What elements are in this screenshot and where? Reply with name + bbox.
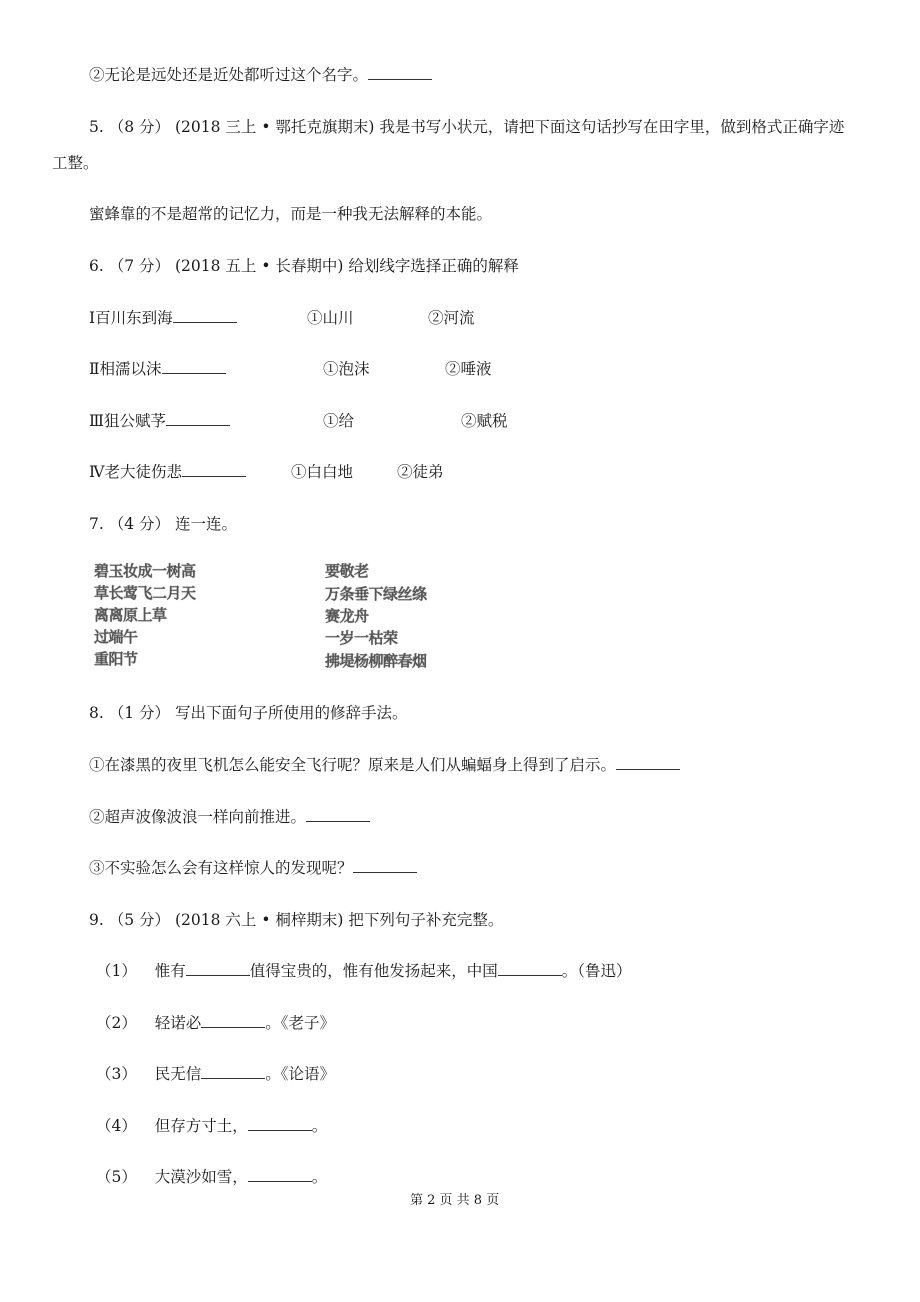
answer-blank[interactable]: [616, 755, 680, 770]
q6-row-2-opt2: ②唾液: [445, 360, 492, 378]
answer-blank[interactable]: [248, 1116, 312, 1131]
q5-header: [89, 117, 844, 137]
q7-score: （4 分）: [108, 515, 171, 533]
q7-header: [89, 514, 237, 534]
answer-blank[interactable]: [201, 1064, 265, 1079]
match-right-1[interactable]: 要敬老: [325, 562, 369, 580]
item-number: （4）: [96, 1117, 137, 1135]
answer-blank[interactable]: [182, 462, 246, 477]
answer-blank[interactable]: [248, 1167, 312, 1182]
q9-header: [89, 910, 503, 930]
q6-row-2-opt1: ①泡沫: [323, 360, 370, 378]
q9-source: (2018 六上 • 桐梓期末): [174, 911, 344, 929]
q9-item-5: （5） 大漠沙如雪， 。: [96, 1168, 328, 1186]
q5-sentence: 蜜蜂靠的不是超常的记忆力，而是一种我无法解释的本能。: [89, 205, 493, 223]
q9-item-4: （4） 但存方寸土， 。: [96, 1117, 328, 1135]
q8-prompt: 写出下面句子所使用的修辞手法。: [174, 704, 408, 722]
match-right-5[interactable]: 拂堤杨柳醉春烟: [325, 652, 427, 670]
q6-score: （7 分）: [108, 257, 171, 275]
q6-row-label: Ⅳ老大徒伤悲: [89, 463, 182, 481]
q9-score: （5 分）: [108, 911, 171, 929]
answer-blank[interactable]: [166, 411, 230, 426]
q9-number: 9.: [89, 911, 104, 929]
match-left-4[interactable]: 过端午: [94, 628, 138, 646]
q9-item-2: （2） 轻诺必 。《老子》: [96, 1014, 336, 1032]
q8-item-3: ③不实验怎么会有这样惊人的发现呢？: [89, 858, 417, 878]
q8-number: 8.: [89, 704, 104, 722]
q6-row-4-opt1: ①白白地: [291, 463, 354, 481]
q9-prompt: 把下列句子补充完整。: [348, 911, 504, 929]
q6-row-3: [89, 411, 230, 431]
q6-prompt: 给划线字选择正确的解释: [348, 257, 519, 275]
q6-row-1-opt1: ①山川: [307, 309, 354, 327]
q6-row-label: Ⅲ狙公赋芧: [89, 412, 166, 430]
match-right-4[interactable]: 一岁一枯荣: [325, 629, 398, 647]
match-left-5[interactable]: 重阳节: [94, 650, 138, 668]
q6-header: [89, 256, 519, 276]
q5-score: （8 分）: [108, 118, 171, 136]
item-number: （2）: [96, 1014, 137, 1032]
q8-header: [89, 703, 407, 723]
q9-item-1: （1） 惟有 值得宝贵的，惟有他发扬起来，中国 。（鲁迅）: [96, 962, 632, 980]
q6-row-4-opt2: ②徒弟: [397, 463, 444, 481]
answer-blank[interactable]: [162, 359, 226, 374]
match-right-3[interactable]: 赛龙舟: [325, 607, 369, 625]
match-left-3[interactable]: 离离原上草: [94, 606, 167, 624]
q5-number: 5.: [89, 118, 104, 136]
answer-blank[interactable]: [368, 65, 432, 80]
q7-prompt: 连一连。: [174, 515, 237, 533]
match-left-1[interactable]: 碧玉妆成一树高: [94, 562, 196, 580]
item-number: （1）: [96, 962, 137, 980]
q5-prompt: 我是书写小状元，请把下面这句话抄写在田字里，做到格式正确字迹: [379, 118, 845, 136]
q4-item-2: ②无论是远处还是近处都听过这个名字。: [89, 65, 432, 85]
answer-blank[interactable]: [173, 308, 237, 323]
q6-row-1-opt2: ②河流: [428, 309, 475, 327]
q7-number: 7.: [89, 515, 104, 533]
answer-blank[interactable]: [498, 961, 562, 976]
match-right-2[interactable]: 万条垂下绿丝绦: [325, 585, 427, 603]
item-number: （3）: [96, 1065, 137, 1083]
q6-source: (2018 五上 • 长春期中): [174, 257, 344, 275]
q6-row-label: Ⅱ相濡以沫: [89, 360, 162, 378]
answer-blank[interactable]: [186, 961, 250, 976]
q6-row-4: [89, 462, 246, 482]
answer-blank[interactable]: [306, 807, 370, 822]
q6-row-label: Ⅰ百川东到海: [89, 309, 173, 327]
q6-row-3-opt1: ①给: [323, 412, 355, 430]
q8-item-2: ②超声波像波浪一样向前推进。: [89, 807, 370, 827]
q5-source: (2018 三上 • 鄂托克旗期末): [174, 118, 375, 136]
q6-row-3-opt2: ②赋税: [461, 412, 508, 430]
q6-row-1: [89, 308, 237, 328]
q8-score: （1 分）: [108, 704, 171, 722]
page-footer: 第 2 页 共 8 页: [410, 1193, 500, 1208]
q5-prompt-cont: 工整。: [52, 154, 99, 172]
match-left-2[interactable]: 草长莺飞二月天: [94, 584, 196, 602]
q8-item-1: ①在漆黑的夜里飞机怎么能安全飞行呢？原来是人们从蝙蝠身上得到了启示。: [89, 755, 680, 775]
q6-number: 6.: [89, 257, 104, 275]
answer-blank[interactable]: [353, 858, 417, 873]
answer-blank[interactable]: [201, 1013, 265, 1028]
q9-item-3: （3） 民无信 。《论语》: [96, 1065, 336, 1083]
item-number: （5）: [96, 1168, 137, 1186]
q6-row-2: [89, 359, 226, 379]
